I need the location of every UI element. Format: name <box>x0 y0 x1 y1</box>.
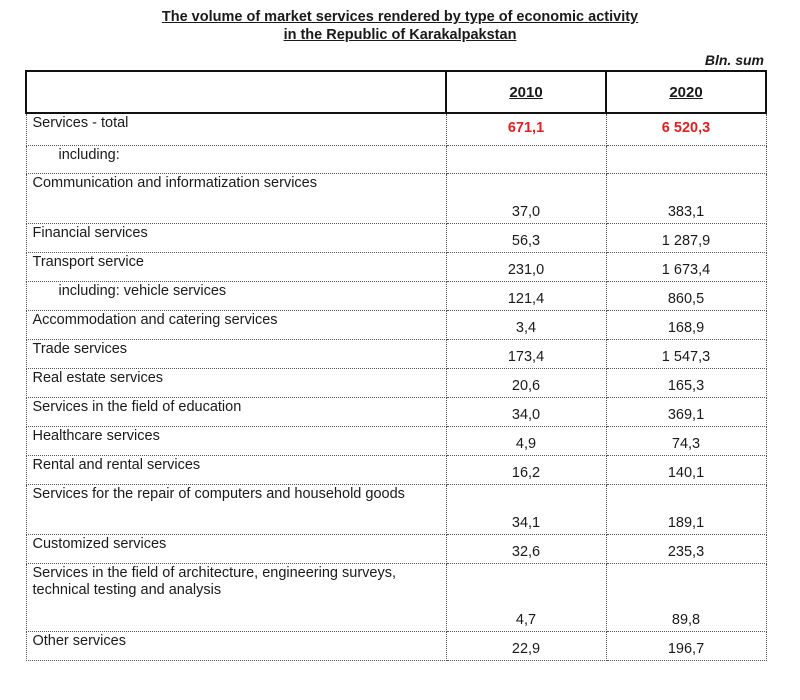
title-line-2: in the Republic of Karakalpakstan <box>283 27 517 43</box>
row-label: Healthcare services <box>26 426 446 455</box>
value-2010: 16,2 <box>446 455 606 484</box>
table-row <box>26 368 766 397</box>
value-2010: 34,0 <box>446 397 606 426</box>
unit-label: Bln. sum <box>704 52 764 68</box>
value-2010: 20,6 <box>446 368 606 397</box>
value-2010: 4,7 <box>446 563 606 631</box>
value-2020: 168,9 <box>606 310 766 339</box>
table-row <box>26 484 766 534</box>
value-2010 <box>446 145 606 173</box>
row-label: Communication and informatization services <box>26 173 446 223</box>
value-2010: 173,4 <box>446 339 606 368</box>
row-label: Trade services <box>26 339 446 368</box>
row-label: including: <box>26 145 446 173</box>
table-row <box>26 310 766 339</box>
value-2020: 383,1 <box>606 173 766 223</box>
value-2010: 56,3 <box>446 223 606 252</box>
table-row <box>26 223 766 252</box>
table-row <box>26 455 766 484</box>
row-label: Services in the field of education <box>26 397 446 426</box>
value-2010: 34,1 <box>446 484 606 534</box>
row-label: Services - total <box>26 113 446 145</box>
value-2010: 22,9 <box>446 631 606 660</box>
row-label: Transport service <box>26 252 446 281</box>
table-row <box>26 339 766 368</box>
value-2010: 3,4 <box>446 310 606 339</box>
value-2010: 121,4 <box>446 281 606 310</box>
row-label: Financial services <box>26 223 446 252</box>
value-2020: 1 287,9 <box>606 223 766 252</box>
value-2020: 89,8 <box>606 563 766 631</box>
row-label: Real estate services <box>26 368 446 397</box>
value-2010: 671,1 <box>446 113 606 145</box>
table-row <box>26 563 766 631</box>
table-row <box>26 252 766 281</box>
services-table <box>25 70 767 661</box>
row-label: Services for the repair of computers and household goods <box>26 484 446 534</box>
value-2010: 32,6 <box>446 534 606 563</box>
row-label: Other services <box>26 631 446 660</box>
table-row <box>26 631 766 660</box>
value-2020: 1 547,3 <box>606 339 766 368</box>
row-label: Customized services <box>26 534 446 563</box>
title-line-1: The volume of market services rendered by type of economic activity <box>161 9 639 25</box>
table-row <box>26 145 766 173</box>
table-row <box>26 113 766 145</box>
row-label: Services in the field of architecture, engineering surveys, technical testing and analysis <box>26 563 446 631</box>
value-2020 <box>606 145 766 173</box>
document-title <box>0 8 800 44</box>
value-2010: 231,0 <box>446 252 606 281</box>
header-blank-cell <box>26 71 446 113</box>
table-row <box>26 173 766 223</box>
value-2020: 74,3 <box>606 426 766 455</box>
value-2020: 165,3 <box>606 368 766 397</box>
table-row <box>26 281 766 310</box>
value-2020: 235,3 <box>606 534 766 563</box>
value-2020: 1 673,4 <box>606 252 766 281</box>
value-2020: 140,1 <box>606 455 766 484</box>
value-2020: 6 520,3 <box>606 113 766 145</box>
value-2010: 37,0 <box>446 173 606 223</box>
value-2020: 860,5 <box>606 281 766 310</box>
header-2020: 2020 <box>606 71 766 113</box>
row-label: Accommodation and catering services <box>26 310 446 339</box>
table-row <box>26 397 766 426</box>
row-label: including: vehicle services <box>26 281 446 310</box>
table-row <box>26 534 766 563</box>
value-2010: 4,9 <box>446 426 606 455</box>
table-header-row <box>26 71 766 113</box>
header-2010: 2010 <box>446 71 606 113</box>
table-row <box>26 426 766 455</box>
value-2020: 196,7 <box>606 631 766 660</box>
row-label: Rental and rental services <box>26 455 446 484</box>
value-2020: 189,1 <box>606 484 766 534</box>
value-2020: 369,1 <box>606 397 766 426</box>
